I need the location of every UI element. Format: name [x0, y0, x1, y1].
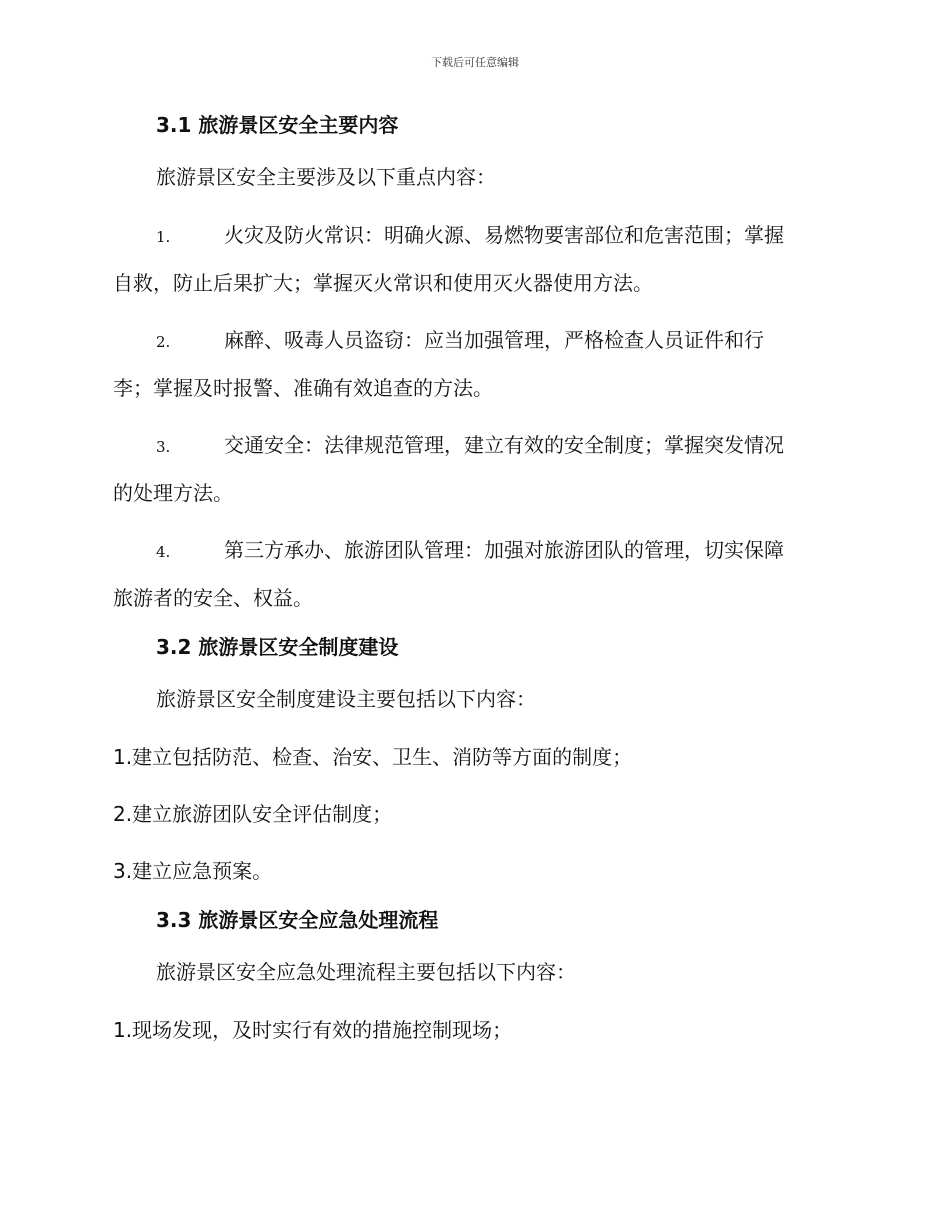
- list-text: 第三方承办、旅游团队管理：加强对旅游团队的管理，切实保障: [224, 538, 784, 562]
- list-text: 建立旅游团队安全评估制度；: [132, 802, 393, 826]
- section-heading: 3.3 旅游景区安全应急处理流程: [156, 908, 439, 932]
- list-number: 3.: [156, 438, 171, 456]
- list-text-cont: 自救，防止后果扩大；掌握灭火常识和使用灭火器使用方法。: [113, 271, 653, 295]
- list-item: [113, 317, 833, 411]
- list-text: 火灾及防火常识：明确火源、易燃物要害部位和危害范围；掌握: [224, 223, 784, 247]
- list-item: [113, 527, 833, 621]
- list-number: 1.: [113, 1018, 133, 1042]
- section-intro: 旅游景区安全主要涉及以下重点内容：: [156, 165, 496, 189]
- list-number: 2.: [113, 802, 133, 826]
- list-number: 2.: [156, 333, 171, 351]
- list-number: 4.: [156, 543, 171, 561]
- section-intro: 旅游景区安全应急处理流程主要包括以下内容：: [156, 960, 576, 984]
- list-text: 建立包括防范、检查、治安、卫生、消防等方面的制度；: [132, 745, 633, 769]
- list-text-cont: 旅游者的安全、权益。: [113, 586, 313, 610]
- list-item: [113, 212, 833, 306]
- list-text-cont: 的处理方法。: [113, 481, 233, 505]
- list-item: [113, 422, 833, 516]
- list-text: 交通安全：法律规范管理，建立有效的安全制度；掌握突发情况: [224, 433, 784, 457]
- document-body: [113, 110, 833, 1064]
- section-heading: 3.2 旅游景区安全制度建设: [156, 635, 399, 659]
- list-text: 现场发现，及时实行有效的措施控制现场；: [132, 1018, 513, 1042]
- section-intro: 旅游景区安全制度建设主要包括以下内容：: [156, 687, 536, 711]
- list-item: [113, 1007, 833, 1053]
- list-text: 麻醉、吸毒人员盗窃：应当加强管理，严格检查人员证件和行: [224, 328, 764, 352]
- list-item: [113, 734, 833, 780]
- list-item: [113, 848, 833, 894]
- list-text: 建立应急预案。: [132, 859, 273, 883]
- list-number: 1.: [156, 228, 171, 246]
- list-item: [113, 791, 833, 837]
- page-header: 下载后可任意编辑: [431, 56, 519, 69]
- list-text-cont: 李；掌握及时报警、准确有效追查的方法。: [113, 376, 493, 400]
- section-heading: 3.1 旅游景区安全主要内容: [156, 113, 399, 137]
- list-number: 1.: [113, 745, 133, 769]
- list-number: 3.: [113, 859, 133, 883]
